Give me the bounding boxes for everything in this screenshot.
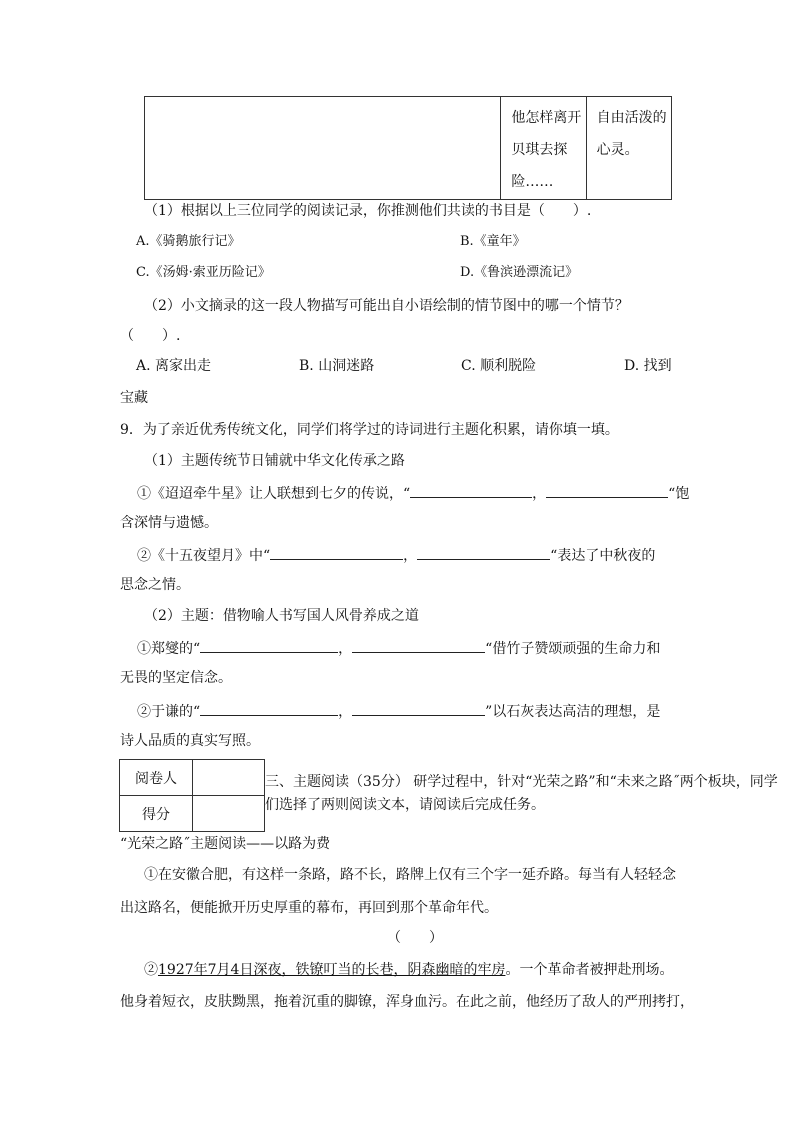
reading-record-table	[144, 96, 672, 200]
q9-item1b-cont: 思念之情。	[120, 577, 190, 593]
q8-choice-d-cont: 宝藏	[120, 390, 148, 406]
fill-blank-5[interactable]	[200, 637, 338, 653]
q9-item2a	[137, 637, 660, 659]
fill-blank-1[interactable]	[410, 482, 532, 498]
table-cell-line: 贝琪去探	[511, 142, 568, 158]
passage-blank-paren: （ ）	[387, 930, 443, 946]
q9-item1a-pre: ①《迢迢牵牛星》让人联想到七夕的传说，“	[137, 486, 411, 502]
reviewer-label: 阅卷人	[120, 760, 193, 796]
q9-theme1: （1）主题传统节日铺就中华文化传承之路	[144, 453, 405, 469]
q8-choice-b: B. 山洞迷路	[299, 358, 375, 374]
q9-theme2: （2）主题：借物喻人书写国人风骨养成之道	[144, 608, 419, 624]
q9-item2b-comma: ，	[338, 704, 353, 720]
q9-item2a-pre: ①郑燮的“	[137, 641, 201, 657]
passage-p2-rest: 。一个革命者被押赴刑场。	[505, 962, 674, 978]
fill-blank-8[interactable]	[352, 700, 485, 716]
score-value[interactable]	[193, 796, 265, 832]
table-cell-plot	[501, 97, 586, 200]
score-table	[119, 759, 265, 832]
passage-p1-line2: 出这路名，便能掀开历史厚重的幕布，再回到那个革命年代。	[120, 900, 498, 916]
table-cell-line: 心灵。	[596, 142, 639, 158]
q9-item1a-post: “饱	[668, 486, 690, 502]
q9-item1b	[137, 544, 655, 566]
fill-blank-4[interactable]	[417, 544, 550, 560]
q8-option-c: C.《汤姆·索亚历险记》	[136, 265, 271, 280]
fill-blank-7[interactable]	[200, 700, 338, 716]
table-cell-quality	[586, 97, 671, 200]
q8-option-a: A.《骑鹅旅行记》	[136, 234, 241, 249]
passage-p2-underlined: 1927年7月4日深夜，铁镣叮当的长巷，阴森幽暗的牢房	[158, 962, 506, 978]
q9-item2a-comma: ，	[338, 641, 353, 657]
q8-sub2: （2）小文摘录的这一段人物描写可能出自小语绘制的情节图中的哪一个情节？	[144, 298, 629, 314]
q9-item2b-pre: ②于谦的“	[137, 704, 201, 720]
passage-p2-line2: 他身着短衣，皮肤黝黑，拖着沉重的脚镣，浑身血污。在此之前，他经历了敌人的严刑拷打，	[120, 994, 694, 1010]
q9-item2a-post: “借竹子赞颂顽强的生命力和	[485, 641, 661, 657]
q8-sub2-paren: （ ）.	[120, 328, 181, 344]
section3-heading-line1: 三、主题阅读（35分） 研学过程中，针对“光荣之路”和“未来之路˝两个板块，同学	[265, 774, 778, 790]
q9-item1a-cont: 含深情与遗憾。	[120, 515, 218, 531]
q8-choice-a: A. 离家出走	[136, 358, 212, 374]
table-cell-line: 他怎样离开	[511, 110, 582, 126]
q8-option-d: D.《鲁滨逊漂流记》	[460, 265, 579, 280]
section3-subtitle: “光荣之路˝主题阅读——以路为费	[120, 836, 331, 852]
q9-stem: 9．为了亲近优秀传统文化，同学们将学过的诗词进行主题化积累，请你填一填。	[120, 422, 619, 438]
passage-p1-line1: ①在安徽合肥，有这样一条路，路不长，路牌上仅有三个字一延乔路。每当有人轻轻念	[144, 867, 676, 883]
q9-item1a-comma: ，	[532, 486, 547, 502]
q8-sub1: （1）根据以上三位同学的阅读记录，你推测他们共读的书目是（ ）.	[144, 203, 592, 219]
fill-blank-6[interactable]	[352, 637, 485, 653]
q9-item1b-post: “表达了中秋夜的	[550, 548, 656, 564]
q9-item2b-cont: 诗人品质的真实写照。	[120, 733, 260, 749]
q9-item2b	[137, 700, 660, 722]
q9-item2b-post: ”以石灰表达高洁的理想，是	[485, 704, 661, 720]
q9-item1a	[137, 482, 689, 504]
passage-p2-line1	[144, 960, 673, 980]
reviewer-value[interactable]	[193, 760, 265, 796]
table-cell-empty	[145, 97, 501, 200]
fill-blank-3[interactable]	[270, 544, 403, 560]
q9-item2a-cont: 无畏的坚定信念。	[120, 670, 232, 686]
passage-p2-marker: ②	[144, 962, 158, 978]
q8-choice-d: D. 找到	[624, 358, 672, 374]
q9-item1b-pre: ②《十五夜望月》中“	[137, 548, 271, 564]
fill-blank-2[interactable]	[546, 482, 668, 498]
section3-heading-line2: 们选择了两则阅读文本，请阅读后完成任务。	[265, 797, 545, 813]
q8-choice-c: C. 顺利脱险	[461, 358, 537, 374]
q8-option-b: B.《童年》	[460, 234, 526, 249]
q9-item1b-comma: ，	[403, 548, 418, 564]
table-cell-line: 险……	[511, 174, 554, 190]
score-label: 得分	[120, 796, 193, 832]
table-cell-line: 自由活泼的	[596, 110, 667, 126]
